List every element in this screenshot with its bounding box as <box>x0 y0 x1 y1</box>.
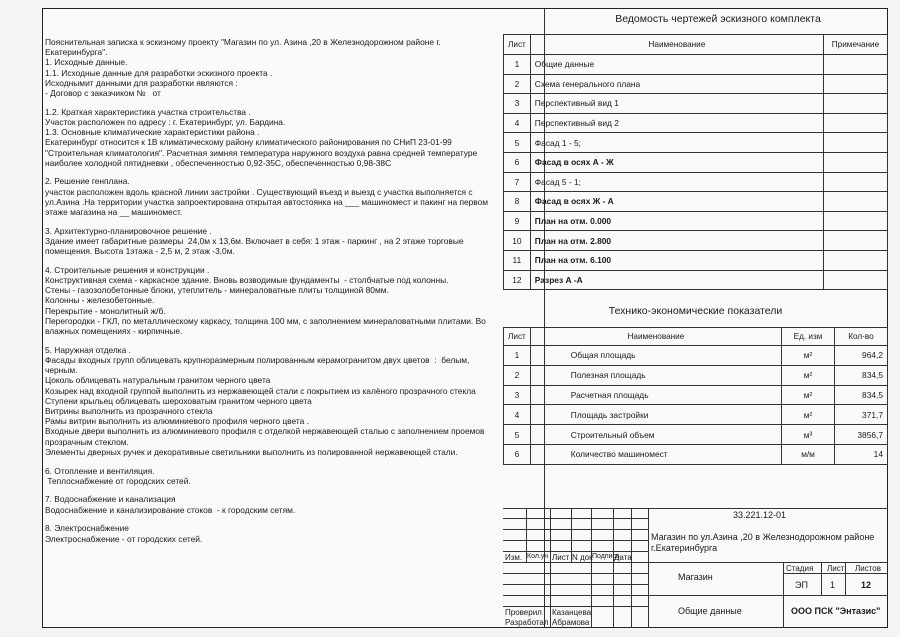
col-signature: Подпись <box>592 553 620 560</box>
note-line: Теплоснабжение от городских сетей. <box>45 475 191 486</box>
drawing-row <box>504 192 888 212</box>
tep-number: 4 <box>504 405 531 425</box>
tep-name: Количество машиномест <box>530 444 781 464</box>
note-gap <box>45 217 501 226</box>
col-unit: Ед. изм <box>782 328 835 346</box>
drawing-row <box>504 270 888 290</box>
drawing-row <box>504 74 888 94</box>
drawing-sheet-number: 5 <box>504 133 531 153</box>
drawing-sheet-number: 10 <box>504 231 531 251</box>
col-change: Изм. <box>505 553 523 562</box>
drawing-row <box>504 211 888 231</box>
note-gap <box>45 457 501 466</box>
drawing-note <box>824 231 888 251</box>
drawing-name: Схема генерального плана <box>530 74 823 94</box>
col-qty: Кол-во <box>835 328 888 346</box>
note-line: Элементы дверных ручек и декоративные светильники выполнить из полированной нержавеющей стали. <box>45 446 458 457</box>
drawing-name: Перспективный вид 2 <box>530 113 823 133</box>
drawing-sheet-number: 12 <box>504 270 531 290</box>
drawings-list-table <box>503 34 888 290</box>
drawing-sheet-number: 4 <box>504 113 531 133</box>
tep-value: 14 <box>835 444 888 464</box>
note-gap <box>45 486 501 495</box>
note-line: Входные двери выполнить из алюминиевого профиля с отделкой нержавеющей сталью с заполнением проемов прозрачным стеклом. <box>45 426 487 447</box>
drawing-row <box>504 133 888 153</box>
drawing-note <box>824 113 888 133</box>
object-name: Магазин <box>678 572 713 582</box>
drawing-note <box>824 74 888 94</box>
drawing-name: План на отм. 6.100 <box>530 250 823 270</box>
note-line: 1.2. Краткая характеристика участка строительства . <box>45 106 251 117</box>
col-name: Наименование <box>530 328 781 346</box>
drawing-name: План на отм. 2.800 <box>530 231 823 251</box>
tep-value: 3856,7 <box>835 425 888 445</box>
note-line: 4. Строительные решения и конструкции . <box>45 264 210 275</box>
note-line: Пояснительная записка к эскизному проекту "Магазин по ул. Азина ,20 в Железнодорожном районе г. Екатеринбурга". <box>45 37 444 58</box>
tep-row <box>504 425 888 445</box>
tep-unit: м² <box>782 346 835 366</box>
drawing-name: Фасад в осях Ж - А <box>530 192 823 212</box>
tep-row <box>504 444 888 464</box>
note-line: Исходнымит данными для разработки являются : <box>45 77 238 88</box>
tep-row <box>504 385 888 405</box>
developer-name: Абрамова <box>552 618 590 627</box>
note-gap <box>45 515 501 524</box>
tep-name: Полезная площадь <box>530 365 781 385</box>
drawing-sheet <box>42 8 888 628</box>
tep-unit: м² <box>782 385 835 405</box>
note-line: Участок расположен по адресу : г. Екатеринбург, ул. Бардина. <box>45 116 286 127</box>
note-gap <box>45 336 501 345</box>
tep-unit: м² <box>782 405 835 425</box>
tep-name: Общая площадь <box>530 346 781 366</box>
note-line: Здание имеет габаритные размеры 24,0м х 13,6м. Включает в себя: 1 этаж - паркинг , на 2 этаже торговые помещения. Высота 1этажа - 2,5 м, 2 этаж -3,0м. <box>45 235 466 257</box>
tep-unit: м³ <box>782 425 835 445</box>
drawing-name: Фасад 1 - 5; <box>530 133 823 153</box>
note-line: 6. Отопление и вентиляция. <box>45 465 155 476</box>
drawing-row <box>504 172 888 192</box>
tep-table <box>503 327 888 465</box>
col-note: Примечание <box>824 35 888 55</box>
note-line: 1.1. Исходные данные для разработки эскизного проекта . <box>45 67 273 78</box>
sheets-header: Листов <box>855 564 881 573</box>
note-line: Ступени крыльец облицевать шероховатым гранитом черного цвета <box>45 395 312 406</box>
drawing-sheet-number: 1 <box>504 55 531 75</box>
tep-row <box>504 365 888 385</box>
drawing-note <box>824 250 888 270</box>
tep-row <box>504 346 888 366</box>
note-line: Перекрытие - монолитный ж/б. <box>45 305 166 316</box>
drawing-note <box>824 94 888 114</box>
note-gap <box>45 256 501 265</box>
drawing-note <box>824 192 888 212</box>
explanatory-note <box>45 37 501 544</box>
note-line: 3. Архитектурно-планировочное решение . <box>45 225 212 236</box>
note-line: - Договор с заказчиком № от <box>45 88 161 99</box>
tep-row <box>504 405 888 425</box>
tep-unit: м² <box>782 365 835 385</box>
sheet-value: 1 <box>830 580 836 590</box>
sheets-value: 12 <box>861 580 872 590</box>
checked-name: Казанцева <box>552 608 592 617</box>
checked-label: Проверил <box>505 608 542 617</box>
note-line: Стены - газозолобетонные блоки, утеплитель - минераловатные плиты толщиной 80мм. <box>45 285 389 296</box>
note-line: Колонны - железобетонные. <box>45 295 155 306</box>
drawing-row <box>504 250 888 270</box>
drawing-note <box>824 133 888 153</box>
drawing-note <box>824 270 888 290</box>
tep-unit: м/м <box>782 444 835 464</box>
tep-name: Расчетная площадь <box>530 385 781 405</box>
col-sheet: Лист <box>504 35 531 55</box>
note-line: 2. Решение генплана. <box>45 176 130 187</box>
note-line: Водоснабжение и канализирование стоков - к городским сетям. <box>45 504 296 515</box>
tep-number: 6 <box>504 444 531 464</box>
tep-number: 5 <box>504 425 531 445</box>
stage-value: ЭП <box>795 580 808 590</box>
tep-name: Строительный объем <box>530 425 781 445</box>
drawing-note <box>824 211 888 231</box>
drawing-row <box>504 55 888 75</box>
tep-number: 2 <box>504 365 531 385</box>
developer-label: Разработал <box>505 618 549 627</box>
col-date: Дата <box>614 553 632 562</box>
drawing-name: Разрез А -А <box>530 270 823 290</box>
col-count: Кол.уч <box>527 553 548 560</box>
note-line: 1. Исходные данные. <box>45 57 128 68</box>
col-list: Лист <box>552 553 570 562</box>
note-line: Екатеринбург относится к 1В климатическому району климатического районирования по СНиП 23-01-99 "Строительная климатология". Расчетная зимняя температура наружного воздуха равна средней температуре наиболее холодной пятидневки , обеспеченностью 0,92-35С, обеспеченностью 0,98-38С <box>45 137 480 168</box>
drawing-sheet-number: 7 <box>504 172 531 192</box>
drawing-sheet-number: 11 <box>504 250 531 270</box>
drawing-sheet-number: 2 <box>504 74 531 94</box>
note-line: Электроснабжение - от городских сетей. <box>45 533 203 544</box>
organization: ООО ПСК "Энтазис" <box>791 606 881 616</box>
note-line: Витрины выполнить из прозрачного стекла <box>45 406 213 416</box>
drawing-name: Фасад в осях А - Ж <box>530 152 823 172</box>
doc-code: 33.221.12-01 <box>733 510 787 520</box>
note-line: Козырек над входной группой выполнить из нержавеющей стали с покрытием из калёного прозрачного стекла <box>45 385 476 396</box>
note-line: Перегородки - ГКЛ, по металлическому каркасу, толщина 100 мм, с заполнением минераловатными плитами. Во влажных помещениях - кирпичные. <box>45 315 489 337</box>
drawing-row <box>504 113 888 133</box>
note-line: 1.3. Основные климатические характеристики района . <box>45 127 260 138</box>
drawing-note <box>824 55 888 75</box>
tep-title: Технико-экономические показатели <box>608 305 783 317</box>
note-gap <box>45 168 501 177</box>
note-line: 8. Электроснабжение <box>45 523 129 534</box>
drawing-sheet-number: 3 <box>504 94 531 114</box>
drawing-row <box>504 231 888 251</box>
note-gap <box>45 98 501 107</box>
tep-number: 1 <box>504 346 531 366</box>
drawing-name: Фасад 5 - 1; <box>530 172 823 192</box>
note-line: 5. Наружная отделка . <box>45 344 131 355</box>
drawing-sheet-number: 6 <box>504 152 531 172</box>
drawing-name: Общие данные <box>530 55 823 75</box>
drawing-name: План на отм. 0.000 <box>530 211 823 231</box>
project-name: Магазин по ул.Азина ,20 в Железнодорожном районе г.Екатеринбурга <box>651 532 875 553</box>
tep-name: Площадь застройки <box>530 405 781 425</box>
sheet-name: Общие данные <box>678 606 742 616</box>
sheet-header: Лист <box>827 564 845 573</box>
tep-value: 371,7 <box>835 405 888 425</box>
tep-value: 834,5 <box>835 385 888 405</box>
drawing-row <box>504 152 888 172</box>
note-line: Конструктивная схема - каркасное здание. Вновь возводимые фундаменты - столбчатые под колонны. <box>45 275 449 286</box>
note-line: Рамы витрин выполнить из алюминиевого профиля черного цвета . <box>45 416 309 427</box>
note-line: Фасады входных групп облицевать крупноразмерным полированным керамогранитом двух цветов : белым, черным. <box>45 354 472 376</box>
tep-value: 964,2 <box>835 346 888 366</box>
drawing-name: Перспективный вид 1 <box>530 94 823 114</box>
drawings-list-title: Ведомость чертежей эскизного комплекта <box>615 13 821 25</box>
title-block <box>503 508 888 628</box>
drawing-note <box>824 172 888 192</box>
col-name: Наименование <box>530 35 823 55</box>
note-line: участок расположен вдоль красной линии застройки . Существующий въезд и выезд с участка выполняется с ул.Азина .На территории участка запроектирована открытая автостоянка на ___ машиномест и пакинг на первом этаже магазина на __ машиномест. <box>45 186 491 218</box>
tep-value: 834,5 <box>835 365 888 385</box>
tep-number: 3 <box>504 385 531 405</box>
note-line: 7. Водоснабжение и канализация <box>45 494 176 505</box>
drawing-sheet-number: 8 <box>504 192 531 212</box>
drawing-sheet-number: 9 <box>504 211 531 231</box>
stage-header: Стадия <box>786 564 814 573</box>
drawing-note <box>824 152 888 172</box>
drawing-row <box>504 94 888 114</box>
note-line: Цоколь облицевать натуральным гранитом черного цвета <box>45 375 271 386</box>
col-doc: N док <box>572 553 593 562</box>
col-sheet: Лист <box>504 328 531 346</box>
